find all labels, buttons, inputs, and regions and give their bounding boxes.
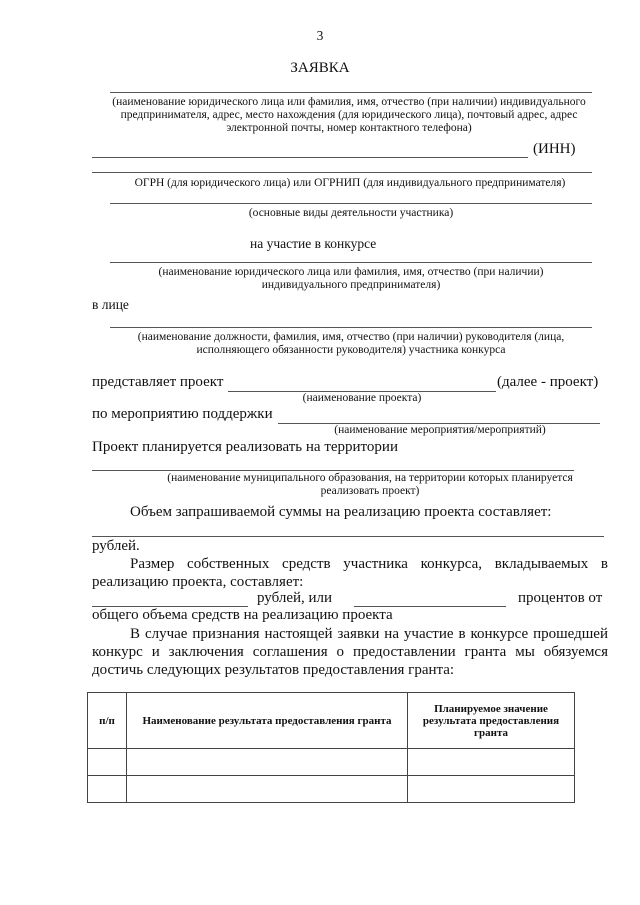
table-header-row [88,693,575,749]
table-cell [408,749,575,776]
head-caption: (наименование должности, фамилия, имя, отчество (при наличии) руководителя (лица, исполняющего обязанности руководителя) участника конкурса [137,331,565,356]
amount-line [92,536,604,537]
support-prefix: по мероприятию поддержки [92,406,273,422]
applicant-caption: (наименование юридического лица или фамилия, имя, отчество (при наличии) индивидуального предпринимателя, адрес, место нахождения (для юридического лица), почтовый адрес, адрес электронной почты, номер контактного телефона) [112,96,586,134]
ogrn-line [92,172,592,173]
table-cell [127,776,408,803]
activity-caption: (основные виды деятельности участника) [248,207,454,219]
project-suffix: (далее - проект) [497,374,599,390]
obligation-text: В случае признания настоящей заявки на участие в конкурсе прошедшей конкурс и заключения соглашения о предоставлении гранта мы обязуемся достичь следующих результатов предоставления гранта: [92,626,608,678]
project-caption: (наименование проекта) [302,392,422,404]
table-header-result: Наименование результата предоставления гранта [127,693,408,749]
in-person-label: в лице [92,297,129,312]
territory-line [92,470,574,471]
percent-of-text: процентов от [518,590,603,606]
table-cell [408,776,575,803]
participant-caption: (наименование юридического лица или фамилия, имя, отчество (при наличии) индивидуального предпринимателя) [158,266,544,291]
table-row [88,776,575,803]
table-cell [88,776,127,803]
participant-line [110,262,592,263]
inn-line [92,157,528,158]
territory-text: Проект планируется реализовать на территории [92,439,398,455]
table-header-number: п/п [88,693,127,749]
contest-line: на участие в конкурсе [250,236,377,251]
table-row [88,749,575,776]
total-share-text: общего объема средств на реализацию проекта [92,607,393,623]
inn-label: (ИНН) [533,141,576,157]
support-caption: (наименование мероприятия/мероприятий) [334,424,546,436]
territory-caption: (наименование муниципального образования, на территории которых планируется реализовать проект) [167,472,573,497]
project-prefix: представляет проект [92,374,224,390]
rubles-or-text: рублей, или [257,590,333,606]
results-table [87,692,575,803]
table-header-planned-value: Планируемое значение результата предоставления гранта [408,693,575,749]
document-title: ЗАЯВКА [290,60,350,76]
applicant-line [110,92,592,93]
table-cell [127,749,408,776]
table-cell [88,749,127,776]
amount-text: Объем запрашиваемой суммы на реализацию проекта составляет: [130,504,552,520]
page-number: 3 [316,28,324,43]
activity-line [110,203,592,204]
own-funds-text: Размер собственных средств участника конкурса, вкладываемых в реализацию проекта, составляет: [92,556,608,590]
ogrn-caption: ОГРН (для юридического лица) или ОГРНИП (для индивидуального предпринимателя) [134,177,566,189]
rubles-text: рублей. [92,538,140,554]
head-line [110,327,592,328]
